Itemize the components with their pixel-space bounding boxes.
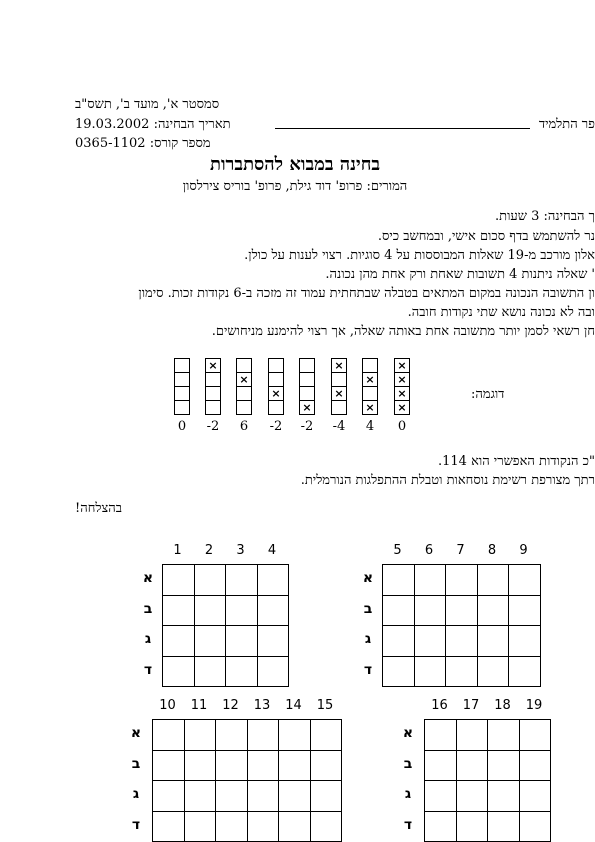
answer-row-label: א — [402, 725, 414, 741]
answer-cell[interactable] — [446, 656, 478, 687]
answer-row-label: ג — [404, 786, 412, 802]
answer-cell[interactable] — [194, 656, 226, 687]
example-cell — [331, 400, 347, 415]
answer-row-label: ב — [363, 600, 373, 617]
answer-cell[interactable] — [163, 595, 195, 626]
example-cell — [362, 386, 378, 401]
answer-cell[interactable] — [279, 720, 311, 751]
answer-cell[interactable] — [153, 720, 185, 751]
attachments-line: רתך מצורפת רשימת נוסחאות וטבלת ההתפלגות הנורמלית. — [300, 473, 595, 488]
good-luck: בהצלחה! — [75, 501, 123, 516]
answer-cell[interactable] — [279, 750, 311, 781]
answer-cell[interactable] — [226, 565, 258, 596]
question-number: 10 — [159, 698, 176, 713]
example-cell — [268, 358, 284, 373]
answer-cell[interactable] — [488, 720, 520, 751]
answer-row-label: ג — [144, 631, 152, 647]
example-marked-cell: × — [299, 400, 315, 415]
exam-date-label: תאריך הבחינה: — [153, 117, 231, 132]
answer-row-label: ד — [143, 661, 153, 678]
question-number: 6 — [424, 543, 434, 558]
example-cell — [174, 400, 190, 415]
answer-grid-row — [163, 656, 289, 687]
answer-grid-row — [383, 656, 541, 687]
example-marked-cell: × — [362, 400, 378, 415]
answer-cell[interactable] — [456, 720, 488, 751]
answer-cell[interactable] — [456, 781, 488, 812]
answer-cell[interactable] — [509, 565, 541, 596]
answer-cell[interactable] — [425, 720, 457, 751]
answer-cell[interactable] — [477, 626, 509, 657]
semester-line — [75, 96, 219, 112]
answer-cell[interactable] — [184, 750, 216, 781]
answer-cell[interactable] — [383, 565, 415, 596]
answer-cell[interactable] — [310, 720, 342, 751]
answer-cell[interactable] — [247, 750, 279, 781]
answer-row-label: ד — [403, 816, 413, 833]
answer-grid-row — [383, 626, 541, 657]
answer-grid-row — [163, 626, 289, 657]
answer-row-label: ב — [143, 600, 153, 617]
example-cell — [236, 400, 252, 415]
answer-grid-row — [153, 811, 342, 842]
question-number: 3 — [236, 543, 245, 558]
answer-cell[interactable] — [216, 720, 248, 751]
question-number: 7 — [456, 543, 465, 558]
page-title: בחינה במבוא להסתברות — [209, 154, 381, 175]
answer-cell[interactable] — [477, 656, 509, 687]
question-number: 11 — [190, 698, 208, 713]
answer-cell[interactable] — [519, 720, 551, 751]
answer-row-label: ד — [131, 816, 141, 833]
example-marked-cell: × — [394, 400, 410, 415]
instruction-line: ך הבחינה: 3 שעות. — [495, 209, 595, 224]
question-number: 2 — [204, 543, 214, 558]
example-cell — [268, 372, 284, 387]
example-cell — [268, 400, 284, 415]
answer-grid-row — [163, 595, 289, 626]
question-number: 14 — [285, 698, 302, 713]
course-number-value: 0365-1102 — [75, 136, 146, 151]
question-number: 12 — [222, 698, 239, 713]
answer-cell[interactable] — [446, 626, 478, 657]
example-cell — [174, 386, 190, 401]
answer-grid-questions-5-9 — [382, 564, 541, 687]
answer-cell[interactable] — [310, 781, 342, 812]
answer-cell[interactable] — [194, 626, 226, 657]
answer-cell[interactable] — [509, 626, 541, 657]
answer-grid-row — [425, 811, 551, 842]
answer-grid-row — [153, 720, 342, 751]
answer-cell[interactable] — [216, 750, 248, 781]
answer-cell[interactable] — [163, 626, 195, 657]
example-cell — [174, 358, 190, 373]
answer-cell[interactable] — [425, 811, 457, 842]
answer-cell[interactable] — [279, 781, 311, 812]
answer-grid-row — [383, 565, 541, 596]
example-cell — [299, 386, 315, 401]
question-number: 16 — [431, 698, 448, 713]
answer-grid-row — [383, 595, 541, 626]
question-number: 1 — [173, 543, 182, 558]
example-marked-cell: × — [331, 358, 347, 373]
answer-row-label: א — [362, 570, 374, 586]
answer-cell[interactable] — [383, 595, 415, 626]
answer-cell[interactable] — [184, 811, 216, 842]
example-cell — [299, 358, 315, 373]
answer-cell[interactable] — [383, 656, 415, 687]
question-number: 9 — [519, 543, 528, 558]
example-marked-cell: × — [268, 386, 284, 401]
answer-grid-row — [153, 750, 342, 781]
example-cell — [205, 386, 221, 401]
answer-cell[interactable] — [163, 565, 195, 596]
example-marked-cell: × — [394, 386, 410, 401]
example-score: 0 — [397, 419, 407, 434]
answer-cell[interactable] — [456, 811, 488, 842]
answer-cell[interactable] — [194, 595, 226, 626]
answer-cell[interactable] — [519, 811, 551, 842]
answer-cell[interactable] — [425, 781, 457, 812]
answer-cell[interactable] — [414, 656, 446, 687]
example-score: 4 — [365, 419, 375, 434]
answer-row-label: ג — [132, 786, 140, 802]
question-number: 18 — [494, 698, 511, 713]
answer-cell[interactable] — [519, 750, 551, 781]
example-score: 6 — [239, 419, 249, 434]
answer-cell[interactable] — [257, 626, 289, 657]
answer-cell[interactable] — [163, 656, 195, 687]
exam-date-value: 19.03.2002 — [75, 117, 150, 132]
answer-cell[interactable] — [153, 811, 185, 842]
answer-cell[interactable] — [257, 595, 289, 626]
answer-cell[interactable] — [456, 750, 488, 781]
example-score: -4 — [332, 419, 346, 434]
example-cell — [362, 358, 378, 373]
answer-row-label: ד — [363, 661, 373, 678]
answer-row-label: א — [130, 725, 142, 741]
answer-cell[interactable] — [279, 811, 311, 842]
answer-cell[interactable] — [247, 811, 279, 842]
answer-cell[interactable] — [216, 781, 248, 812]
question-number: 13 — [253, 698, 271, 713]
answer-row-label: ב — [131, 755, 141, 772]
example-score: -2 — [269, 419, 283, 434]
answer-cell[interactable] — [184, 720, 216, 751]
answer-cell[interactable] — [257, 565, 289, 596]
answer-cell[interactable] — [194, 565, 226, 596]
example-marked-cell: × — [362, 372, 378, 387]
course-number-label: מספר קורס: — [149, 136, 211, 151]
answer-row-label: א — [142, 570, 154, 586]
answer-cell[interactable] — [425, 750, 457, 781]
example-marked-cell: × — [331, 386, 347, 401]
example-marked-cell: × — [394, 358, 410, 373]
question-number: 4 — [267, 543, 277, 558]
example-cell — [236, 386, 252, 401]
student-id-label: פר התלמיד — [538, 117, 595, 132]
answer-cell[interactable] — [446, 595, 478, 626]
answer-grid-row — [425, 720, 551, 751]
answer-cell[interactable] — [310, 811, 342, 842]
question-number: 8 — [487, 543, 497, 558]
example-cell — [236, 358, 252, 373]
example-marked-cell: × — [236, 372, 252, 387]
question-number: 17 — [462, 698, 480, 713]
instruction-line: חן רשאי לסמן יותר מתשובה אחת באותה שאלה, אך רצוי להימנע מניחושים. — [211, 324, 595, 339]
example-score: -2 — [300, 419, 314, 434]
answer-cell[interactable] — [488, 750, 520, 781]
answer-cell[interactable] — [414, 595, 446, 626]
answer-cell[interactable] — [509, 656, 541, 687]
answer-cell[interactable] — [310, 750, 342, 781]
course-number-line — [75, 135, 211, 151]
answer-cell[interactable] — [153, 750, 185, 781]
answer-cell[interactable] — [216, 811, 248, 842]
answer-cell[interactable] — [247, 720, 279, 751]
answer-cell[interactable] — [383, 626, 415, 657]
answer-grid-row — [425, 781, 551, 812]
example-marked-cell: × — [394, 372, 410, 387]
answer-row-label: ג — [364, 631, 372, 647]
example-cell — [299, 372, 315, 387]
instruction-line: ובה לא נכונה נושא שתי נקודות חובה. — [407, 305, 595, 320]
answer-cell[interactable] — [226, 626, 258, 657]
answer-cell[interactable] — [477, 595, 509, 626]
student-id-fill-line[interactable] — [275, 128, 530, 129]
total-points-line: "כ הנקודות האפשרי הוא 114. — [437, 454, 595, 469]
semester-text: סמסטר א', מועד ב', תשס"ב — [75, 97, 220, 112]
lecturers-line: המורים: פרופ' דוד גילת, פרופ' בוריס צירלסון — [182, 179, 408, 194]
example-score: 0 — [177, 419, 187, 434]
example-label: דוגמה: — [471, 387, 505, 402]
answer-cell[interactable] — [226, 656, 258, 687]
answer-grid-questions-16-19 — [424, 719, 551, 842]
example-cell — [331, 372, 347, 387]
answer-cell[interactable] — [488, 781, 520, 812]
example-cell — [205, 372, 221, 387]
answer-grid-questions-1-4 — [162, 564, 289, 687]
answer-cell[interactable] — [414, 565, 446, 596]
exam-date-line — [75, 116, 231, 132]
question-number: 15 — [316, 698, 334, 713]
instruction-line: נר להשתמש בדף סכום אישי, ובמחשב כיס. — [377, 229, 595, 244]
answer-cell[interactable] — [257, 656, 289, 687]
answer-row-label: ב — [403, 755, 413, 772]
instruction-line: אלון מורכב מ-19 שאלות המבוססות על 4 סוגיות. רצוי לענות על כולן. — [244, 248, 595, 263]
answer-cell[interactable] — [446, 565, 478, 596]
question-number: 19 — [525, 698, 543, 713]
instruction-line: ון התשובה הנכונה במקום המתאים בטבלה שבתחתית עמוד זה מזכה ב-6 נקודות זכות. סימון — [138, 286, 595, 301]
answer-cell[interactable] — [153, 781, 185, 812]
answer-grid-questions-10-15 — [152, 719, 342, 842]
answer-cell[interactable] — [488, 811, 520, 842]
answer-cell[interactable] — [509, 595, 541, 626]
example-cell — [174, 372, 190, 387]
example-score: -2 — [206, 419, 220, 434]
answer-cell[interactable] — [247, 781, 279, 812]
answer-grid-row — [163, 565, 289, 596]
example-marked-cell: × — [205, 358, 221, 373]
answer-cell[interactable] — [477, 565, 509, 596]
answer-cell[interactable] — [519, 781, 551, 812]
example-cell — [205, 400, 221, 415]
answer-cell[interactable] — [184, 781, 216, 812]
answer-grid-row — [153, 781, 342, 812]
answer-grid-row — [425, 750, 551, 781]
answer-cell[interactable] — [414, 626, 446, 657]
instruction-line: ' שאלה ניתנות 4 תשובות שאחת ורק אחת מהן נכונה. — [325, 267, 595, 282]
question-number: 5 — [393, 543, 402, 558]
answer-cell[interactable] — [226, 595, 258, 626]
